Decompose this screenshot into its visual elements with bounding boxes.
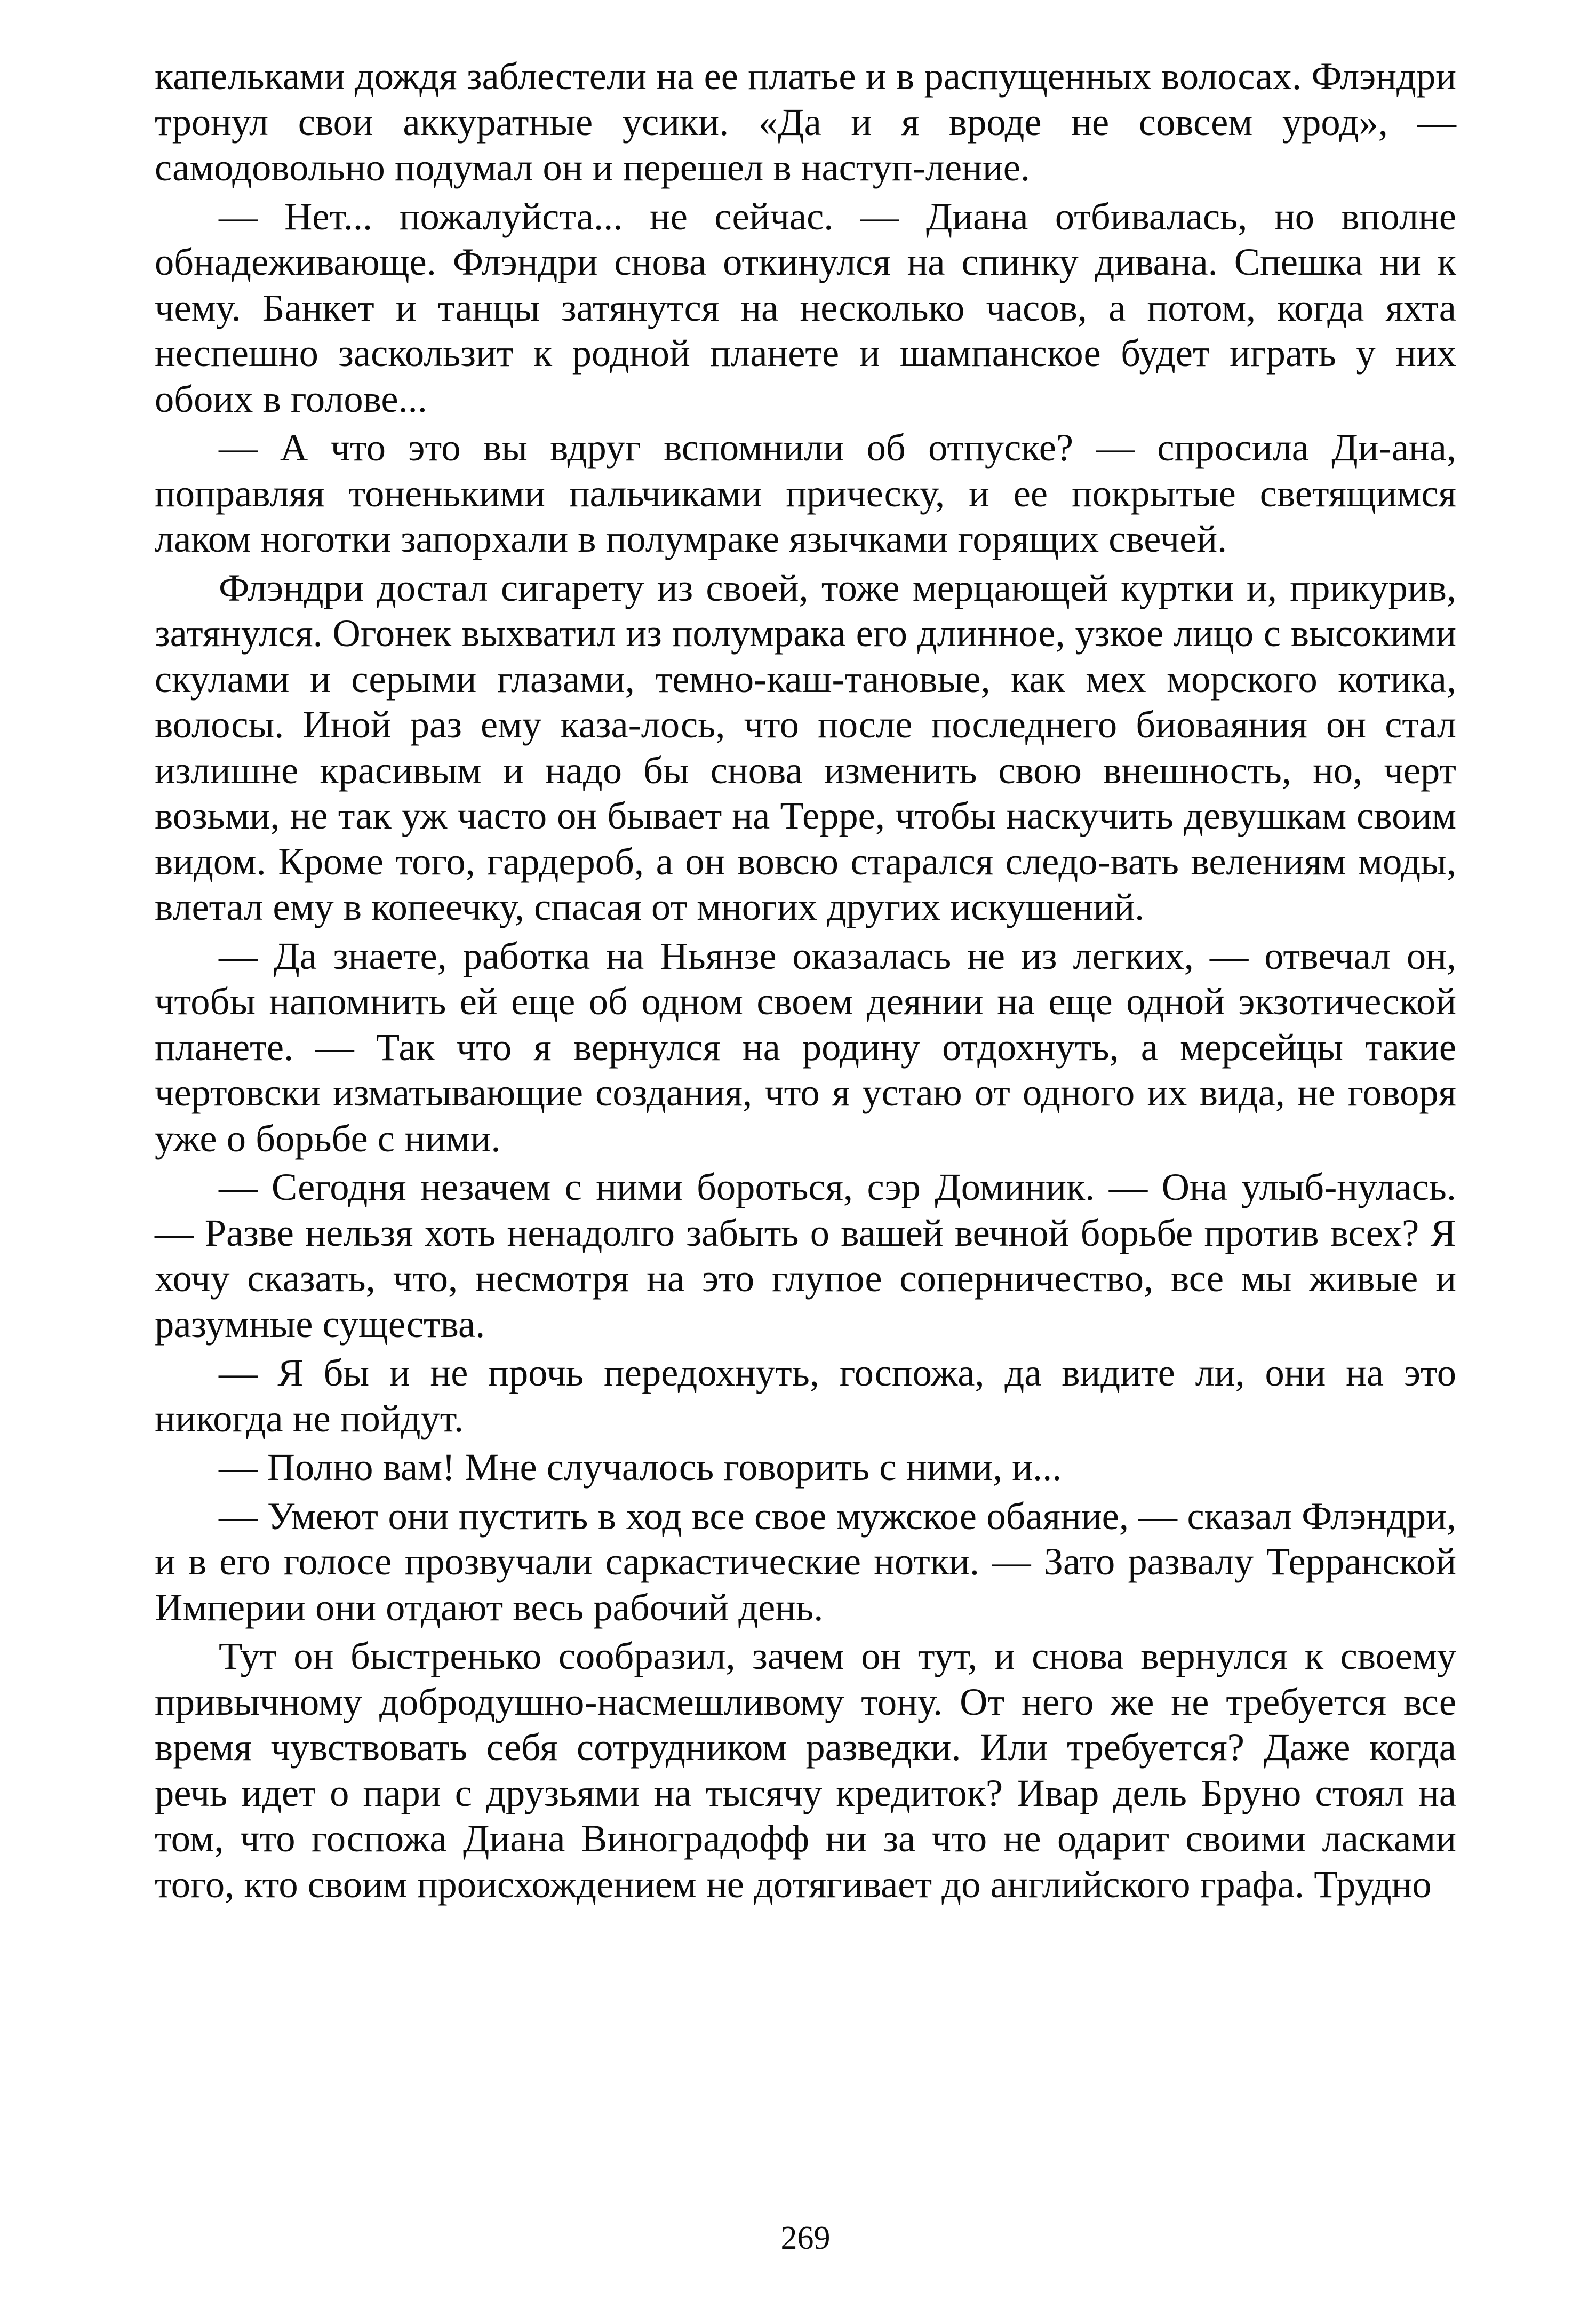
paragraph: — Сегодня незачем с ними бороться, сэр Доминик. — Она улыб-нулась. — Разве нельзя хоть ненадолго забыть о вашей вечной борьбе против всех? Я хочу сказать, что, несмотря на это глупое соперничество, все мы живые и разумные существа. bbox=[155, 1165, 1456, 1346]
paragraph: — Умеют они пустить в ход все свое мужское обаяние, — сказал Флэндри, и в его голосе прозвучали саркастические нотки. — Зато развалу Терранской Империи они отдают весь рабочий день. bbox=[155, 1494, 1456, 1629]
page-number: 269 bbox=[780, 2220, 831, 2256]
paragraph: — А что это вы вдруг вспомнили об отпуске? — спросила Ди-ана, поправляя тоненькими пальчиками прическу, и ее покрытые светящимся лаком ноготки запорхали в полумраке язычками горящих свечей. bbox=[155, 426, 1456, 560]
paragraph: — Полно вам! Мне случалось говорить с ними, и... bbox=[219, 1445, 1062, 1489]
paragraph: — Я бы и не прочь передохнуть, госпожа, да видите ли, они на это никогда не пойдут. bbox=[155, 1351, 1456, 1440]
page-text bbox=[155, 53, 1456, 1910]
paragraph: Флэндри достал сигарету из своей, тоже мерцающей куртки и, прикурив, затянулся. Огонек выхватил из полумрака его длинное, узкое лицо с высокими скулами и серыми глазами, темно-каш-тановые, как мех морского котика, волосы. Иной раз ему каза-лось, что после последнего биоваяния он стал излишне красивым и надо бы снова изменить свою внешность, но, черт возьми, не так уж часто он бывает на Терре, чтобы наскучить девушкам своим видом. Кроме того, гардероб, а он вовсю старался следо-вать велениям моды, влетал ему в копеечку, спасая от многих других искушений. bbox=[155, 566, 1456, 928]
paragraph: Тут он быстренько сообразил, зачем он тут, и снова вернулся к своему привычному добродушно-насмешливому тону. От него же не требуется все время чувствовать себя сотрудником разведки. Или требуется? Даже когда речь идет о пари с друзьями на тысячу кредиток? Ивар дель Бруно стоял на том, что госпожа Диана Виноградофф ни за что не одарит своими ласками того, кто своим происхождением не дотягивает до английского графа. Трудно bbox=[155, 1634, 1456, 1906]
paragraph: — Нет... пожалуйста... не сейчас. — Диана отбивалась, но вполне обнадеживающе. Флэндри снова откинулся на спинку дивана. Спешка ни к чему. Банкет и танцы затянутся на несколько часов, а потом, когда яхта неспешно заскользит к родной планете и шампанское будет играть у них обоих в голове... bbox=[155, 194, 1456, 420]
book-page bbox=[155, 53, 1456, 2294]
paragraph: капельками дождя заблестели на ее платье и в распущенных волосах. Флэндри тронул свои аккуратные усики. «Да и я вроде не совсем урод», — самодовольно подумал он и перешел в наступ-ление. bbox=[155, 54, 1456, 189]
paragraph: — Да знаете, работка на Ньянзе оказалась не из легких, — отвечал он, чтобы напомнить ей еще об одном своем деянии на еще одной экзотической планете. — Так что я вернулся на родину отдохнуть, а мерсейцы такие чертовски изматывающие создания, что я устаю от одного их вида, не говоря уже о борьбе с ними. bbox=[155, 934, 1456, 1160]
